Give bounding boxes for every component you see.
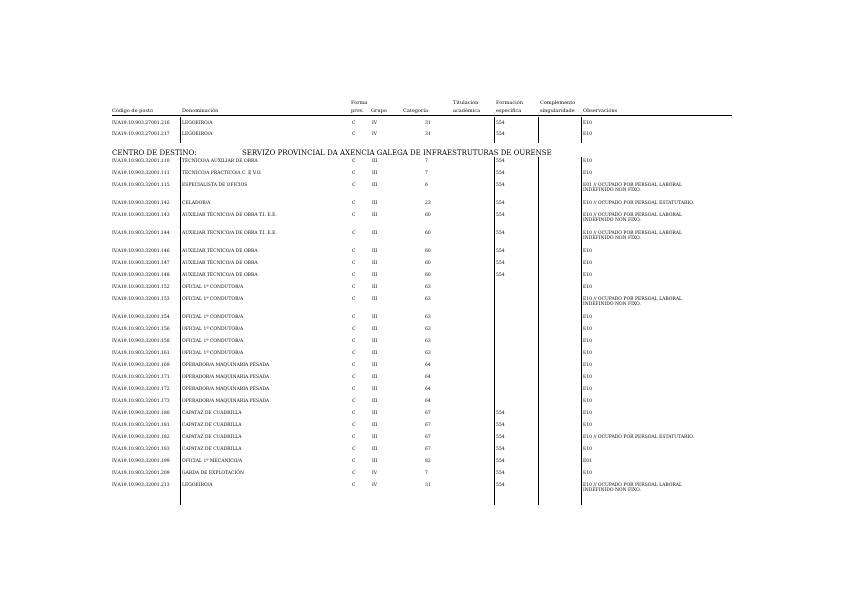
cell-observacions: E10 (583, 423, 593, 428)
cell-codigo: IV.A19.10.903.27001.217 (112, 132, 170, 137)
cell-categoria: 63 (425, 315, 431, 320)
cell-grupo: III (372, 459, 378, 464)
cell-codigo: IV.A19.10.903.32001.180 (112, 411, 170, 416)
cell-forma: C (352, 435, 356, 440)
cell-forma: C (352, 231, 356, 236)
cell-categoria: 31 (425, 121, 431, 126)
cell-codigo: IV.A19.10.903.32001.148 (112, 273, 170, 278)
table-row (0, 363, 842, 375)
cell-codigo: IV.A19.10.903.32001.199 (112, 459, 170, 464)
header-categoria: Categoría (403, 108, 428, 114)
cell-denominacion: OFICIAL 1ª CONDUTOR/A (182, 315, 244, 320)
cell-categoria: 63 (425, 339, 431, 344)
header-underline (112, 115, 732, 116)
table-row (0, 285, 842, 297)
cell-codigo: IV.A19.10.903.32001.142 (112, 201, 170, 206)
cell-formacion: 554 (496, 411, 505, 416)
cell-denominacion: GARDA DE EXPLOTACIÓN (182, 471, 244, 476)
cell-forma: C (352, 213, 356, 218)
cell-denominacion: CAPATAZ DE CUADRILLA (182, 435, 242, 440)
cell-forma: C (352, 315, 356, 320)
cell-denominacion: OFICIAL 1ª CONDUTOR/A (182, 327, 244, 332)
cell-categoria: 60 (425, 213, 431, 218)
table-row (0, 273, 842, 285)
cell-formacion: 554 (496, 231, 505, 236)
cell-codigo: IV.A19.10.903.32001.173 (112, 399, 170, 404)
cell-observacions: E10 (583, 132, 593, 137)
cell-forma: C (352, 339, 356, 344)
cell-grupo: III (372, 231, 378, 236)
cell-observacions: E10 (583, 285, 593, 290)
cell-grupo: III (372, 315, 378, 320)
cell-grupo: III (372, 423, 378, 428)
cell-categoria: 64 (425, 387, 431, 392)
table-row (0, 459, 842, 471)
cell-formacion: 554 (496, 483, 505, 488)
cell-formacion: 554 (496, 471, 505, 476)
cell-denominacion: OPERADOR/A MAQUINARIA PESADA (182, 399, 270, 404)
cell-codigo: IV.A19.10.903.32001.144 (112, 231, 170, 236)
cell-denominacion: ESPECIALISTA DE OFICIOS (182, 183, 248, 188)
cell-observacions: E10 // OCUPADO POR PERSOAL LABORAL INDEFINIDO NON FIXO. (583, 231, 683, 241)
cell-grupo: III (372, 183, 378, 188)
cell-codigo: IV.A19.10.903.32001.182 (112, 435, 170, 440)
table-row (0, 447, 842, 459)
header-forma-line2: prov. (351, 108, 364, 114)
table-row (0, 132, 842, 144)
cell-denominacion: OPERADOR/A MAQUINARIA PESADA (182, 387, 270, 392)
cell-grupo: III (372, 351, 378, 356)
header-formacion-line2: específica (496, 108, 522, 114)
cell-denominacion: OPERADOR/A MAQUINARIA PESADA (182, 363, 270, 368)
table-row (0, 483, 842, 495)
cell-grupo: III (372, 363, 378, 368)
cell-grupo: III (372, 411, 378, 416)
cell-codigo: IV.A19.10.903.32001.147 (112, 261, 170, 266)
cell-observacions: E10 (583, 411, 593, 416)
cell-codigo: IV.A19.10.903.32001.181 (112, 423, 170, 428)
header-complemento-line1: Complemento (540, 100, 576, 106)
cell-categoria: 7 (425, 471, 428, 476)
cell-grupo: IV (372, 121, 378, 126)
cell-denominacion: AUXILIAR TÉCNICO/A DE OBRA (182, 273, 258, 278)
cell-categoria: 63 (425, 285, 431, 290)
cell-codigo: IV.A19.10.903.32001.156 (112, 327, 170, 332)
cell-categoria: 64 (425, 399, 431, 404)
cell-codigo: IV.A19.10.903.32001.209 (112, 471, 170, 476)
table-row (0, 351, 842, 363)
cell-observacions: E10 (583, 447, 593, 452)
cell-codigo: IV.A19.10.903.32001.153 (112, 297, 170, 302)
cell-formacion: 554 (496, 435, 505, 440)
cell-observacions: E10 (583, 121, 593, 126)
table-row (0, 171, 842, 183)
cell-observacions: E10 (583, 171, 593, 176)
cell-observacions: E10 // OCUPADO POR PERSOAL LABORAL INDEFINIDO NON FIXO. (583, 213, 683, 223)
cell-formacion: 554 (496, 213, 505, 218)
cell-denominacion: LEGOEIRO/A (182, 121, 213, 126)
cell-forma: C (352, 327, 356, 332)
cell-forma: C (352, 399, 356, 404)
cell-denominacion: CAPATAZ DE CUADRILLA (182, 423, 242, 428)
cell-categoria: 60 (425, 249, 431, 254)
cell-observacions: E10 (583, 363, 593, 368)
cell-categoria: 60 (425, 273, 431, 278)
cell-categoria: 67 (425, 435, 431, 440)
cell-denominacion: OFICIAL 1ª CONDUTOR/A (182, 285, 244, 290)
header-codigo: Código de posto (112, 108, 153, 114)
cell-categoria: 6 (425, 183, 428, 188)
cell-grupo: III (372, 249, 378, 254)
cell-observacions: E10 (583, 261, 593, 266)
cell-codigo: IV.A19.10.903.32001.154 (112, 315, 170, 320)
cell-formacion: 554 (496, 171, 505, 176)
cell-categoria: 31 (425, 483, 431, 488)
cell-categoria: 63 (425, 297, 431, 302)
cell-forma: C (352, 375, 356, 380)
header-grupo: Grupo (371, 108, 387, 114)
cell-grupo: III (372, 435, 378, 440)
table-row (0, 297, 842, 309)
cell-formacion: 554 (496, 121, 505, 126)
cell-formacion: 554 (496, 249, 505, 254)
cell-denominacion: OFICIAL 1ª CONDUTOR/A (182, 339, 244, 344)
cell-forma: C (352, 459, 356, 464)
cell-denominacion: CAPATAZ DE CUADRILLA (182, 411, 242, 416)
cell-grupo: III (372, 285, 378, 290)
cell-forma: C (352, 447, 356, 452)
cell-denominacion: CELADOR/A (182, 201, 211, 206)
cell-categoria: 7 (425, 171, 428, 176)
cell-grupo: III (372, 387, 378, 392)
table-row (0, 261, 842, 273)
cell-denominacion: LEGOEIRO/A (182, 132, 213, 137)
cell-forma: C (352, 132, 356, 137)
cell-codigo: IV.A19.10.903.32001.115 (112, 183, 170, 188)
cell-formacion: 554 (496, 132, 505, 137)
cell-observacions: E10 (583, 471, 593, 476)
cell-observacions: E10 (583, 159, 593, 164)
cell-forma: C (352, 285, 356, 290)
cell-grupo: III (372, 273, 378, 278)
cell-codigo: IV.A19.10.903.32001.158 (112, 339, 170, 344)
cell-forma: C (352, 261, 356, 266)
header-denominacion: Denominación (182, 108, 219, 114)
cell-denominacion: LEGOEIRO/A (182, 483, 213, 488)
cell-codigo: IV.A19.10.903.32001.213 (112, 483, 170, 488)
cell-observacions: E10 (583, 315, 593, 320)
table-row (0, 183, 842, 195)
cell-denominacion: OFICIAL 1ª CONDUTOR/A (182, 297, 244, 302)
cell-forma: C (352, 171, 356, 176)
cell-forma: C (352, 471, 356, 476)
cell-categoria: 64 (425, 375, 431, 380)
cell-forma: C (352, 411, 356, 416)
cell-denominacion: CAPATAZ DE CUADRILLA (182, 447, 242, 452)
cell-observacions: E10 (583, 339, 593, 344)
cell-formacion: 554 (496, 201, 505, 206)
cell-codigo: IV.A19.10.903.32001.183 (112, 447, 170, 452)
cell-forma: C (352, 273, 356, 278)
cell-grupo: IV (372, 483, 378, 488)
cell-codigo: IV.A19.10.903.32001.152 (112, 285, 170, 290)
table-row (0, 213, 842, 225)
cell-denominacion: TÉCNICO/A PRÁCTICO/A C. E V.O. (182, 171, 262, 176)
cell-grupo: III (372, 213, 378, 218)
cell-grupo: III (372, 399, 378, 404)
cell-formacion: 554 (496, 447, 505, 452)
cell-denominacion: OPERADOR/A MAQUINARIA PESADA (182, 375, 270, 380)
cell-grupo: III (372, 447, 378, 452)
cell-codigo: IV.A19.10.903.32001.171 (112, 375, 170, 380)
cell-codigo: IV.A19.10.903.32001.146 (112, 249, 170, 254)
cell-categoria: 60 (425, 261, 431, 266)
cell-categoria: 23 (425, 201, 431, 206)
cell-observacions: E01 (583, 459, 593, 464)
header-forma-line1: Forma (351, 100, 368, 106)
cell-categoria: 64 (425, 363, 431, 368)
cell-categoria: 31 (425, 132, 431, 137)
header-titulacion-line2: académica (453, 108, 481, 114)
cell-codigo: IV.A19.10.903.32001.172 (112, 387, 170, 392)
cell-observacions: E10 (583, 273, 593, 278)
cell-forma: C (352, 201, 356, 206)
cell-observacions: E10 // OCUPADO POR PERSOAL ESTATUTARIO. (583, 201, 695, 206)
cell-forma: C (352, 483, 356, 488)
header-observacions: Observacións (583, 108, 618, 114)
cell-formacion: 554 (496, 159, 505, 164)
cell-forma: C (352, 363, 356, 368)
cell-grupo: III (372, 339, 378, 344)
table-row (0, 375, 842, 387)
cell-observacions: E10 (583, 399, 593, 404)
cell-observacions: E10 (583, 249, 593, 254)
table-row (0, 249, 842, 261)
cell-grupo: III (372, 297, 378, 302)
cell-denominacion: AUXILIAR TÉCNICO/A DE OBRA (182, 261, 258, 266)
centro-name: SERVIZO PROVINCIAL DA AXENCIA GALEGA DE INFRAESTRUTURAS DE OURENSE (242, 149, 552, 157)
cell-grupo: III (372, 327, 378, 332)
table-row (0, 435, 842, 447)
centro-label: CENTRO DE DESTINO: (112, 149, 197, 157)
cell-denominacion: AUXILIAR TÉCNICO/A DE OBRA T.I. E.E. (182, 231, 277, 236)
cell-denominacion: OFICIAL 1ª CONDUTOR/A (182, 351, 244, 356)
table-row (0, 399, 842, 411)
cell-codigo: IV.A19.10.903.32001.161 (112, 351, 170, 356)
cell-codigo: IV.A19.10.903.32001.169 (112, 363, 170, 368)
table-row (0, 159, 842, 171)
cell-categoria: 67 (425, 423, 431, 428)
cell-codigo: IV.A19.10.903.27001.216 (112, 121, 170, 126)
table-row (0, 327, 842, 339)
cell-forma: C (352, 249, 356, 254)
cell-grupo: IV (372, 471, 378, 476)
cell-observacions: E10 // OCUPADO POR PERSOAL LABORAL INDEFINIDO NON FIXO. (583, 297, 683, 307)
cell-forma: C (352, 297, 356, 302)
cell-observacions: E01 // OCUPADO POR PERSOAL LABORAL INDEFINIDO NON FIXO. (583, 183, 683, 193)
cell-formacion: 554 (496, 273, 505, 278)
cell-categoria: 63 (425, 351, 431, 356)
cell-formacion: 554 (496, 423, 505, 428)
cell-forma: C (352, 159, 356, 164)
cell-categoria: 7 (425, 159, 428, 164)
cell-denominacion: TÉCNICO/A AUXILIAR DE OBRA (182, 159, 258, 164)
table-row (0, 387, 842, 399)
table-row (0, 471, 842, 483)
cell-grupo: IV (372, 132, 378, 137)
cell-denominacion: AUXILIAR TÉCNICO/A DE OBRA (182, 249, 258, 254)
cell-observacions: E10 (583, 387, 593, 392)
cell-grupo: III (372, 261, 378, 266)
cell-denominacion: AUXILIAR TÉCNICO/A DE OBRA T.I. E.E. (182, 213, 277, 218)
table-row (0, 423, 842, 435)
header-complemento-line2: singularidade (540, 108, 575, 114)
header-titulacion-line1: Titulación (453, 100, 479, 106)
cell-observacions: E10 (583, 327, 593, 332)
table-row (0, 201, 842, 213)
cell-forma: C (352, 387, 356, 392)
cell-categoria: 82 (425, 459, 431, 464)
cell-forma: C (352, 351, 356, 356)
cell-formacion: 554 (496, 459, 505, 464)
cell-codigo: IV.A19.10.903.32001.143 (112, 213, 170, 218)
cell-grupo: III (372, 375, 378, 380)
cell-grupo: III (372, 201, 378, 206)
cell-categoria: 67 (425, 447, 431, 452)
table-row (0, 315, 842, 327)
cell-formacion: 554 (496, 183, 505, 188)
header-formacion-line1: Formación (496, 100, 523, 106)
cell-categoria: 63 (425, 327, 431, 332)
cell-observacions: E10 // OCUPADO POR PERSOAL ESTATUTARIO. (583, 435, 695, 440)
cell-forma: C (352, 121, 356, 126)
cell-observacions: E10 // OCUPADO POR PERSOAL LABORAL INDEFINIDO NON FIXO. (583, 483, 683, 493)
cell-grupo: III (372, 171, 378, 176)
cell-grupo: III (372, 159, 378, 164)
cell-codigo: IV.A19.10.903.32001.110 (112, 159, 170, 164)
cell-observacions: E10 (583, 351, 593, 356)
cell-categoria: 67 (425, 411, 431, 416)
table-row (0, 231, 842, 243)
cell-formacion: 554 (496, 261, 505, 266)
cell-categoria: 60 (425, 231, 431, 236)
cell-denominacion: OFICIAL 1ª MECÁNICO/A (182, 459, 243, 464)
table-row (0, 411, 842, 423)
cell-forma: C (352, 183, 356, 188)
cell-codigo: IV.A19.10.903.32001.111 (112, 171, 170, 176)
cell-observacions: E10 (583, 375, 593, 380)
table-row (0, 339, 842, 351)
cell-forma: C (352, 423, 356, 428)
